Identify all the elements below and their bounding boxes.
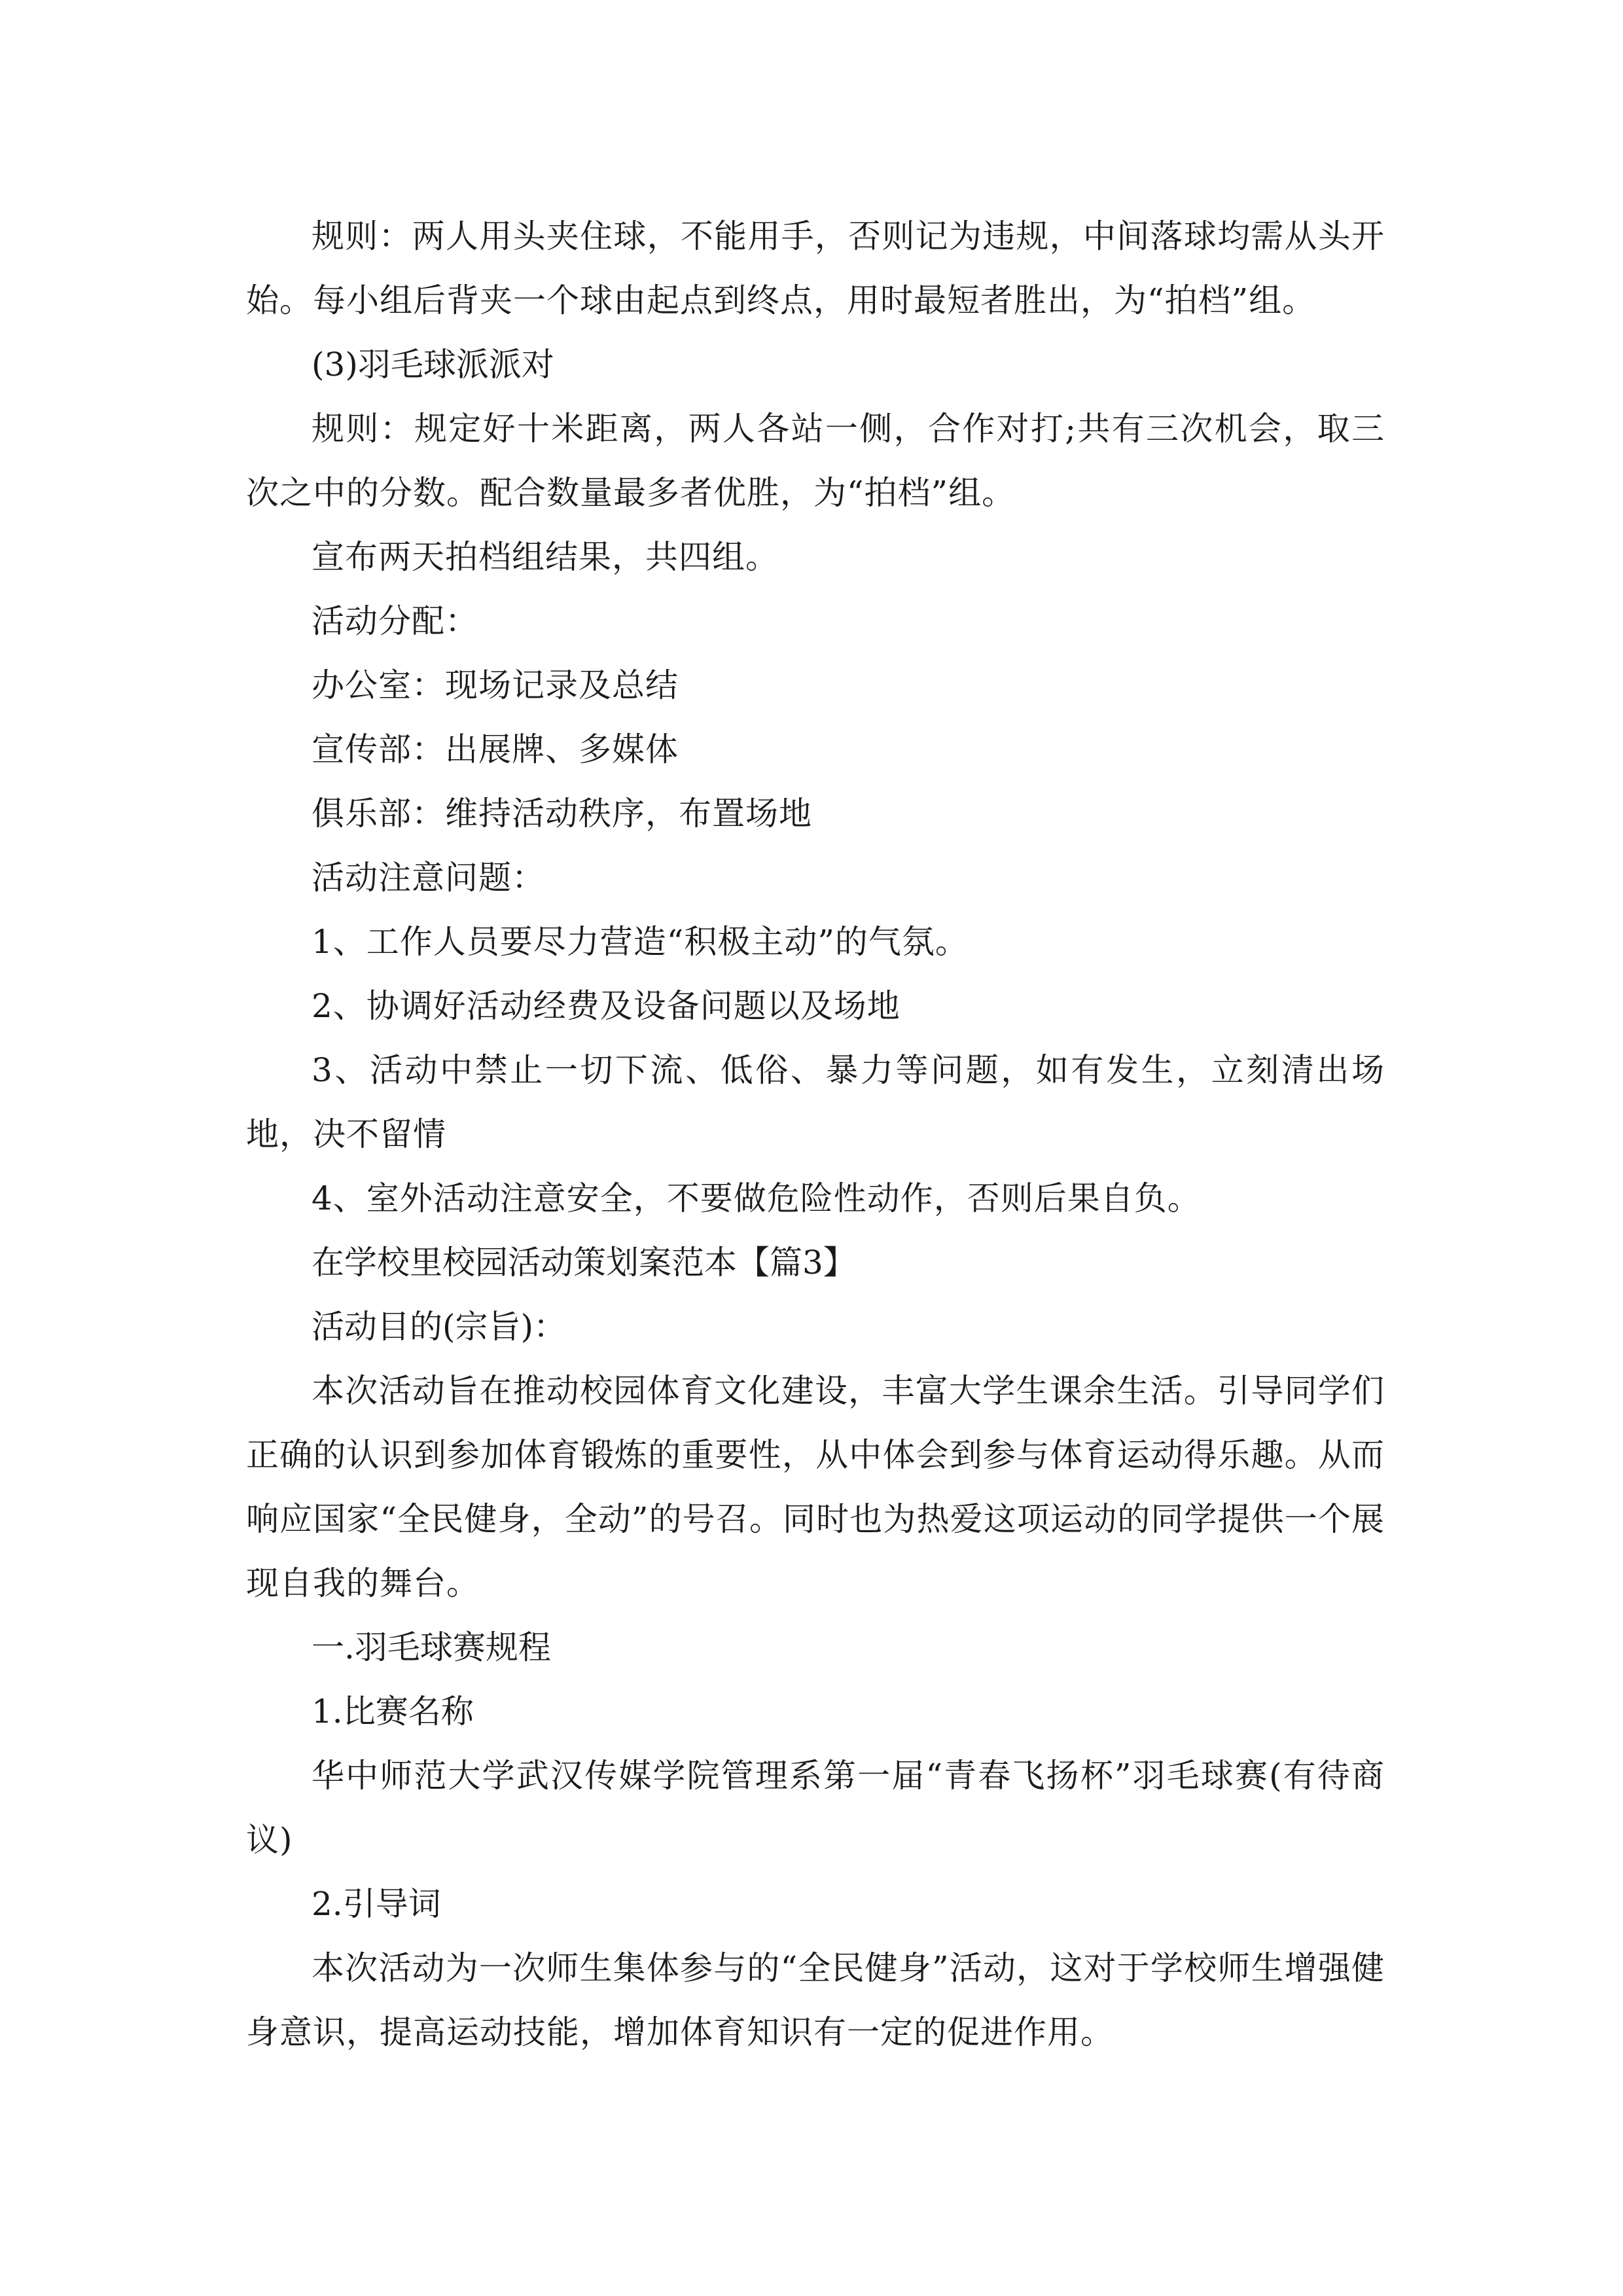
- list-item-note-1: 1、工作人员要尽力营造“积极主动”的气氛。: [312, 923, 969, 961]
- item-badminton-party: (3)羽毛球派派对: [312, 346, 554, 384]
- paragraph-purpose-heading: 活动目的(宗旨)：: [312, 1308, 567, 1346]
- document-body: [246, 204, 1385, 2064]
- paragraph-notes-heading: 活动注意问题：: [312, 859, 545, 897]
- heading-introduction: 2.引导词: [312, 1885, 441, 1923]
- heading-badminton-rules: 一.羽毛球赛规程: [312, 1628, 551, 1666]
- paragraph-announce-results: 宣布两天拍档组结果，共四组。: [312, 538, 779, 576]
- paragraph-club: 俱乐部：维持活动秩序，布置场地: [312, 795, 812, 833]
- paragraph-match-name: 华中师范大学武汉传媒学院管理系第一届“青春飞扬杯”羽毛球赛(有待商议): [246, 1757, 1385, 1859]
- paragraph-activity-assignment: 活动分配：: [312, 602, 478, 640]
- paragraph-publicity: 宣传部：出展牌、多媒体: [312, 730, 679, 768]
- paragraph-office: 办公室：现场记录及总结: [312, 666, 679, 704]
- paragraph-introduction: 本次活动为一次师生集体参与的“全民健身”活动，这对于学校师生增强健身意识，提高运动技能，增加体育知识有一定的促进作用。: [246, 1949, 1385, 2051]
- heading-match-name: 1.比赛名称: [312, 1693, 474, 1731]
- section-title-part-3: 在学校里校园活动策划案范本【篇3】: [312, 1244, 856, 1282]
- paragraph-rules-badminton: 规则：规定好十米距离，两人各站一侧，合作对打;共有三次机会，取三次之中的分数。配合数量最多者优胜，为“拍档”组。: [246, 410, 1385, 512]
- list-item-note-2: 2、协调好活动经费及设备问题以及场地: [312, 987, 901, 1025]
- paragraph-purpose: 本次活动旨在推动校园体育文化建设，丰富大学生课余生活。引导同学们正确的认识到参加体育锻炼的重要性，从中体会到参与体育运动得乐趣。从而响应国家“全民健身，全动”的号召。同时也为热爱这项运动的同学提供一个展现自我的舞台。: [246, 1372, 1385, 1602]
- paragraph-rules-head-clip: 规则：两人用头夹住球，不能用手，否则记为违规，中间落球均需从头开始。每小组后背夹一个球由起点到终点，用时最短者胜出，为“拍档”组。: [246, 217, 1385, 319]
- list-item-note-4: 4、室外活动注意安全，不要做危险性动作，否则后果自负。: [312, 1179, 1201, 1217]
- list-item-note-3: 3、活动中禁止一切下流、低俗、暴力等问题，如有发生，立刻清出场地，决不留情: [246, 1051, 1385, 1153]
